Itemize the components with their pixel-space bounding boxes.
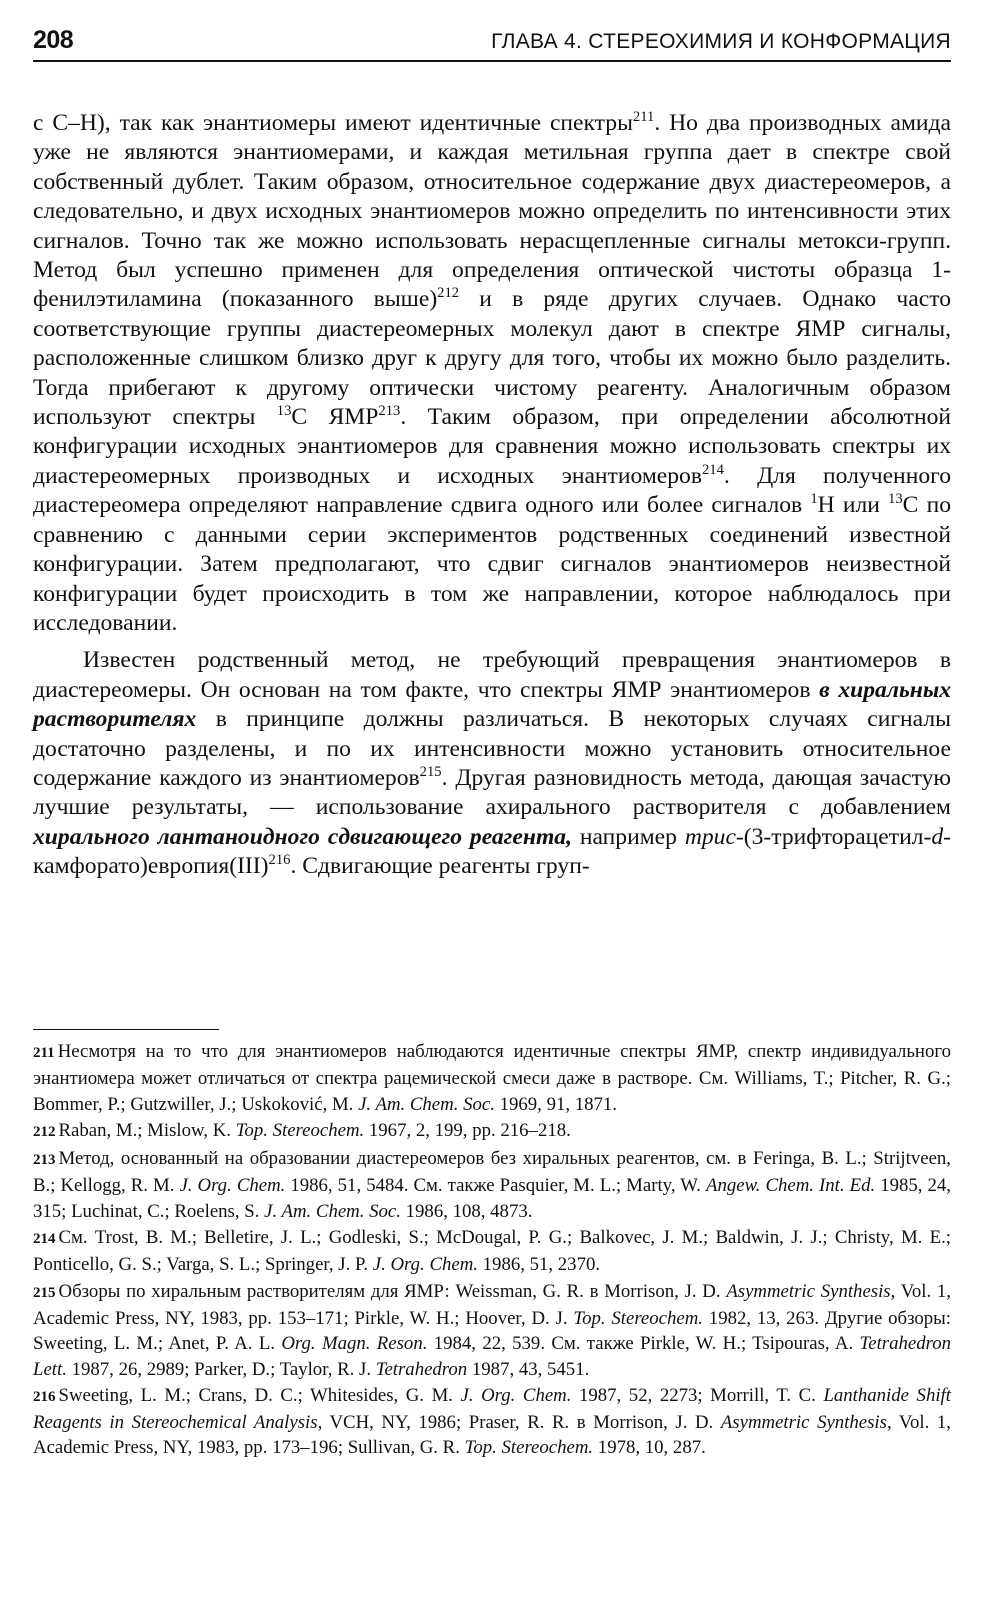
book-title: Asymmetric Synthesis [720,1412,887,1434]
text-run: H или [817,492,889,519]
text-run: Raban, M.; Mislow, K. [58,1119,236,1141]
book-title: Lanthanide Shift Reagents in Stereochemical Analysis [33,1384,951,1434]
footnotes [33,1039,951,1462]
text-run: 1986, 108, 4873. [400,1200,533,1222]
emphasis-shift-reagent: хирального лантаноидного сдвигающего реагента, [33,823,573,850]
text-run: C ЯМР [291,404,379,431]
footnote-number: 211 [33,1045,55,1061]
text-run: См. Trost, B. M.; Belletire, J. L.; Godleski, S.; McDougal, P. G.; Balkovec, J. M.; Baldwin, J. J.; Christy, M. E.; Ponticello, G. S.; Varga, S. L.; Springer, J. P. [33,1227,951,1276]
text-run: , Vol. 1, Academic Press, NY, 1983, pp. 173–196; Sullivan, G. R. [33,1412,952,1459]
footnote-216 [33,1383,951,1461]
text-run: 1987, 43, 5451. [467,1358,590,1380]
running-header [33,24,951,60]
footnote-ref-216[interactable]: 216 [268,852,291,869]
text-run: . Для полученного диастереомера определяют направление сдвига одного или более сигналов [33,462,951,519]
footnote-number: 215 [33,1284,56,1301]
footnote-213 [33,1146,951,1224]
footnote-ref-215[interactable]: 215 [419,763,442,780]
text-run: 1967, 2, 199, pp. 216–218. [364,1119,571,1141]
footnote-ref-214[interactable]: 214 [701,461,724,478]
text-run: 1978, 10, 287. [593,1437,706,1459]
footnote-211 [33,1039,951,1117]
text-run: Метод, основанный на образовании диастереомеров без хиральных реагентов, см. в Feringa, B. L.; Strijtveen, B.; Kellogg, R. M. [33,1148,951,1197]
text-run: , Vol. 1, Academic Press, NY, 1983, pp. 153–171; Pirkle, W. H.; Hoover, D. J. [33,1280,951,1329]
text-run: . Но два производных амида уже не являются энантиомерами, и каждая метильная группа дает в спектре свой собственный дублет. Таким образом, относительное содержание двух диастереомеров, а следовательно, и двух исходных энантиомеров можно определить по интенсивности этих сигналов. Точно так же можно использовать нерасщепленные сигналы метокси-групп. Метод был успешно применен для определения оптической чистоты образца 1-фенилэтиламина (показанного выше) [33,110,951,313]
journal-title: J. Org. Chem. [460,1384,572,1406]
header-rule [33,60,951,62]
footnote-215 [33,1279,951,1382]
isotope-mass-number: 13 [276,403,292,419]
footnote-212 [33,1118,951,1145]
text-run: и в ряде других случаев. Однако часто соответствующие группы диастереомерных молекул дают в спектре ЯМР сигналы, расположенные слишком близко друг к другу для того, чтобы их можно было разделить. Тогда прибегают к другому оптически чистому реагенту. Аналогичным образом используют спектры [33,286,951,431]
footnote-number: 214 [33,1231,56,1248]
text-run: 1986, 51, 2370. [477,1254,601,1276]
journal-title: J. Am. Chem. Soc. [358,1093,495,1115]
text-run: 1986, 51, 5484. См. также Pasquier, M. L.; Marty, W. [285,1175,706,1197]
footnote-214 [33,1225,951,1278]
text-run: . Сдвигающие реагенты груп- [290,853,590,880]
journal-title: Org. Magn. Reson. [281,1333,428,1355]
text-run: C по сравнению с данными серии экспериментов родственных соединений известной конфигурации. Затем предполагают, что сдвиг сигналов энантиомеров неизвестной конфигурации будет происходить в том же направлении, которое наблюдалось при исследовании. [33,492,951,636]
text-run: 1985, 24, 315; Luchinat, C.; Roelens, S. [33,1175,951,1222]
text-run: Обзоры по хиральным растворителям для ЯМР: Weissman, G. R. в Morrison, J. D. [58,1280,727,1302]
paragraph-1 [33,109,951,638]
journal-title: Tetrahedron [375,1358,468,1380]
text-run: , VCH, NY, 1986; Praser, R. R. в Morrison, J. D. [317,1412,721,1434]
footnote-number: 213 [33,1152,56,1169]
footnote-number: 216 [33,1388,56,1405]
text-run: Sweeting, L. M.; Crans, D. C.; Whitesides, G. M. [58,1384,461,1406]
main-text [33,109,951,882]
page-number: 208 [33,26,74,54]
text-run: в принципе должны различаться. В некоторых случаях сигналы достаточно разделены, и по их интенсивности можно установить относительное содержание каждого из энантиомеров [33,706,951,791]
footnote-ref-213[interactable]: 213 [378,403,401,419]
footnote-ref-211[interactable]: 211 [632,108,655,125]
italic-tris: трис [684,823,736,850]
text-run: например [572,823,685,850]
book-title: Asymmetric Synthesis [726,1280,891,1302]
text-run: -камфорато)европия(III) [33,823,951,880]
paragraph-2 [33,646,951,881]
text-run: 1984, 22, 539. См. также Pirkle, W. H.; Tsipouras, A. [427,1333,860,1355]
text-run: 1982, 13, 263. Другие обзоры: Sweeting, L. M.; Anet, P. A. L. [33,1307,952,1355]
text-run: -(3-трифторацетил- [735,823,932,850]
italic-d: d [931,823,944,850]
journal-title: Top. Stereochem. [235,1119,365,1141]
text-run: . Другая разновидность метода, дающая зачастую лучшие результаты, — использование ахирального растворителя с добавлением [33,764,951,821]
isotope-mass-number: 1 [810,491,818,508]
isotope-mass-number: 13 [888,491,903,508]
journal-title: Top. Stereochem. [573,1307,703,1329]
journal-title: Top. Stereochem. [464,1437,594,1459]
text-run: с C–H), так как энантиомеры имеют идентичные спектры [33,110,633,136]
journal-title: Tetrahedron Lett. [33,1333,951,1380]
text-run: 1987, 26, 2989; Parker, D.; Taylor, R. J. [66,1358,376,1380]
footnote-ref-212[interactable]: 212 [437,285,460,302]
journal-title: J. Am. Chem. Soc. [264,1200,401,1222]
text-run: . Таким образом, при определении абсолютной конфигурации исходных энантиомеров для сравнения можно использовать спектры их диастереомерных производных и исходных энантиомеров [33,404,951,489]
journal-title: J. Org. Chem. [372,1254,478,1276]
emphasis-chiral-solvents: в хиральных растворителях [33,676,951,733]
text-run: 1969, 91, 1871. [494,1093,617,1115]
footnote-separator [33,1029,219,1030]
journal-title: J. Org. Chem. [179,1175,286,1197]
text-run: Несмотря на то что для энантиомеров наблюдаются идентичные спектры ЯМР, спектр индивидуального энантиомера может отличаться от спектра рацемической смеси даже в растворе. См. Williams, T.; Pitcher, R. G.; Bommer, P.; Gutzwiller, J.; Uskoković, M. [33,1041,951,1115]
text-run: 1987, 52, 2273; Morrill, T. C. [571,1384,824,1406]
journal-title: Angew. Chem. Int. Ed. [706,1175,876,1197]
text-run: Известен родственный метод, не требующий превращения энантиомеров в диастереомеры. Он основан на том факте, что спектры ЯМР энантиомеров [33,647,951,703]
chapter-title: ГЛАВА 4. СТЕРЕОХИМИЯ И КОНФОРМАЦИЯ [491,30,951,53]
footnote-number: 212 [33,1123,56,1140]
